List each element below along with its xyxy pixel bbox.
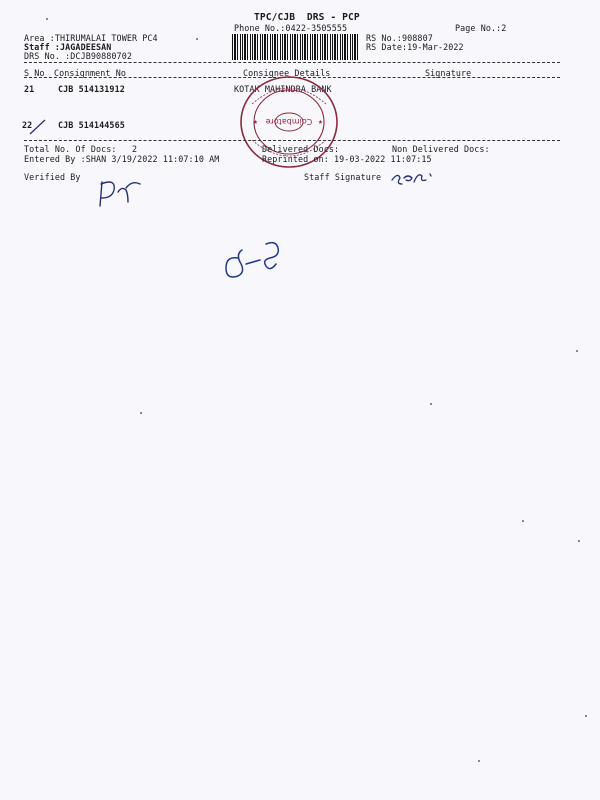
- staff-signature-label: Staff Signature: [304, 172, 382, 182]
- row-1-sno: 21: [24, 84, 35, 94]
- row-1-consignment: CJB 514131912: [58, 84, 125, 94]
- rs-number: RS No.:908807: [366, 33, 433, 43]
- col-details: Consignee Details: [243, 68, 331, 78]
- tick-mark: [27, 118, 49, 136]
- col-sno: S No: [24, 68, 45, 78]
- svg-text:★: ★: [253, 117, 258, 126]
- staff-signature: [388, 168, 440, 190]
- barcode: [232, 34, 358, 60]
- col-signature: Signature: [425, 68, 472, 78]
- rs-date: RS Date:19-Mar-2022: [366, 42, 464, 52]
- page-number: Page No.:2: [455, 23, 507, 33]
- scan-speck: [522, 520, 524, 522]
- total-docs: Total No. Of Docs: 2: [24, 144, 138, 154]
- scan-speck: [585, 715, 587, 717]
- drs-number: DRS No. :DCJB90880702: [24, 51, 132, 61]
- entered-by: Entered By :SHAN 3/19/2022 11:07:10 AM: [24, 154, 220, 164]
- row-2-sno: 22: [22, 120, 33, 130]
- scan-speck: [196, 38, 198, 40]
- delivered-docs: Delivered Docs:: [262, 144, 340, 154]
- scan-speck: [430, 403, 432, 405]
- header-rule-top: [24, 62, 560, 63]
- verifier-signature: [92, 176, 148, 210]
- row-1-details: KOTAK MAHINDRA BANK: [234, 84, 332, 94]
- stamp-text: Coimbatore: [265, 117, 313, 126]
- scan-speck: [478, 760, 480, 762]
- verified-by-label: Verified By: [24, 172, 81, 182]
- svg-text:★: ★: [318, 117, 323, 126]
- row-2-consignment: CJB 514144565: [58, 120, 125, 130]
- scan-speck: [140, 412, 142, 414]
- staff-label: Staff :JAGADEESAN: [24, 42, 112, 52]
- document-title: TPC/CJB DRS - PCP: [254, 12, 360, 23]
- handwritten-mark: [218, 236, 292, 286]
- phone-number: Phone No.:0422-3505555: [234, 23, 348, 33]
- area-label: Area :THIRUMALAI TOWER PC4: [24, 33, 158, 43]
- scan-speck: [578, 540, 580, 542]
- reprinted-on: Reprinted on: 19-03-2022 11:07:15: [262, 154, 432, 164]
- non-delivered-docs: Non Delivered Docs:: [392, 144, 490, 154]
- scan-speck: [576, 350, 578, 352]
- scan-speck: [46, 18, 48, 20]
- footer-rule: [24, 140, 560, 141]
- col-consignment: Consignment No: [54, 68, 126, 78]
